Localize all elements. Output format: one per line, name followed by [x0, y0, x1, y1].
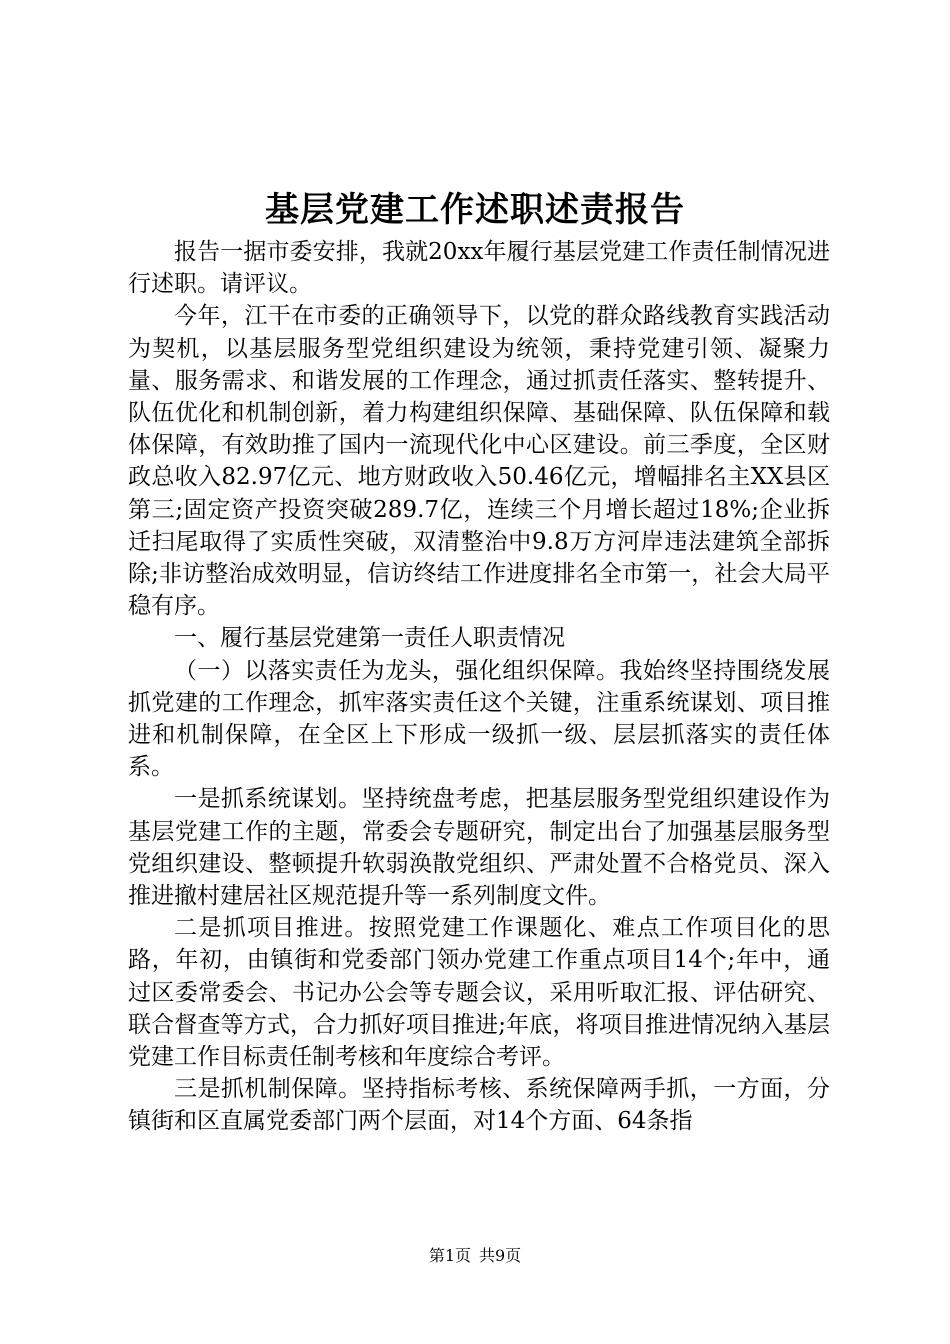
- subsection-heading-1: （一）以落实责任为龙头，强化组织保障。我始终坚持围绕发展抓党建的工作理念，抓牢落实责任这个关键，注重系统谋划、项目推进和机制保障，在全区上下形成一级抓一级、层层抓落实的责任体系。: [128, 657, 830, 781]
- page-number: 第1页: [428, 1246, 471, 1265]
- document-body: [128, 236, 830, 1138]
- paragraph-overview: 今年，江干在市委的正确领导下，以党的群众路线教育实践活动为契机，以基层服务型党组织建设为统领，秉持党建引领、凝聚力量、服务需求、和谐发展的工作理念，通过抓责任落实、整转提升、队伍优化和机制创新，着力构建组织保障、基础保障、队伍保障和载体保障，有效助推了国内一流现代化中心区建设。前三季度，全区财政总收入82.97亿元、地方财政收入50.46亿元，增幅排名主XX县区第三;固定资产投资突破289.7亿，连续三个月增长超过18%;企业拆迁扫尾取得了实质性突破，双清整治中9.8万方河岸违法建筑全部拆除;非访整治成效明显，信访终结工作进度排名全市第一，社会大局平稳有序。: [128, 303, 830, 620]
- page-total: 共9页: [479, 1246, 522, 1265]
- page-footer: [0, 1246, 950, 1266]
- document-title: 基层党建工作述职述责报告: [265, 190, 685, 230]
- paragraph-point-2: 二是抓项目推进。按照党建工作课题化、难点工作项目化的思路，年初，由镇街和党委部门领办党建工作重点项目14个;年中，通过区委常委会、书记办公会等专题会议，采用听取汇报、评估研究、联合督查等方式，合力抓好项目推进;年底，将项目推进情况纳入基层党建工作目标责任制考核和年度综合考评。: [128, 915, 831, 1071]
- section-heading-1: 一、履行基层党建第一责任人职责情况: [174, 625, 565, 652]
- paragraph-point-1: 一是抓系统谋划。坚持统盘考虑，把基层服务型党组织建设作为基层党建工作的主题，常委会专题研究，制定出台了加强基层服务型党组织建设、整顿提升软弱涣散党组织、严肃处置不合格党员、深入推进撤村建居社区规范提升等一系列制度文件。: [128, 786, 830, 910]
- paragraph-point-3: 三是抓机制保障。坚持指标考核、系统保障两手抓，一方面，分镇街和区直属党委部门两个层面，对14个方面、64条指: [128, 1076, 830, 1135]
- paragraph-intro: 报告一据市委安排，我就20xx年履行基层党建工作责任制情况进行述职。请评议。: [128, 239, 830, 298]
